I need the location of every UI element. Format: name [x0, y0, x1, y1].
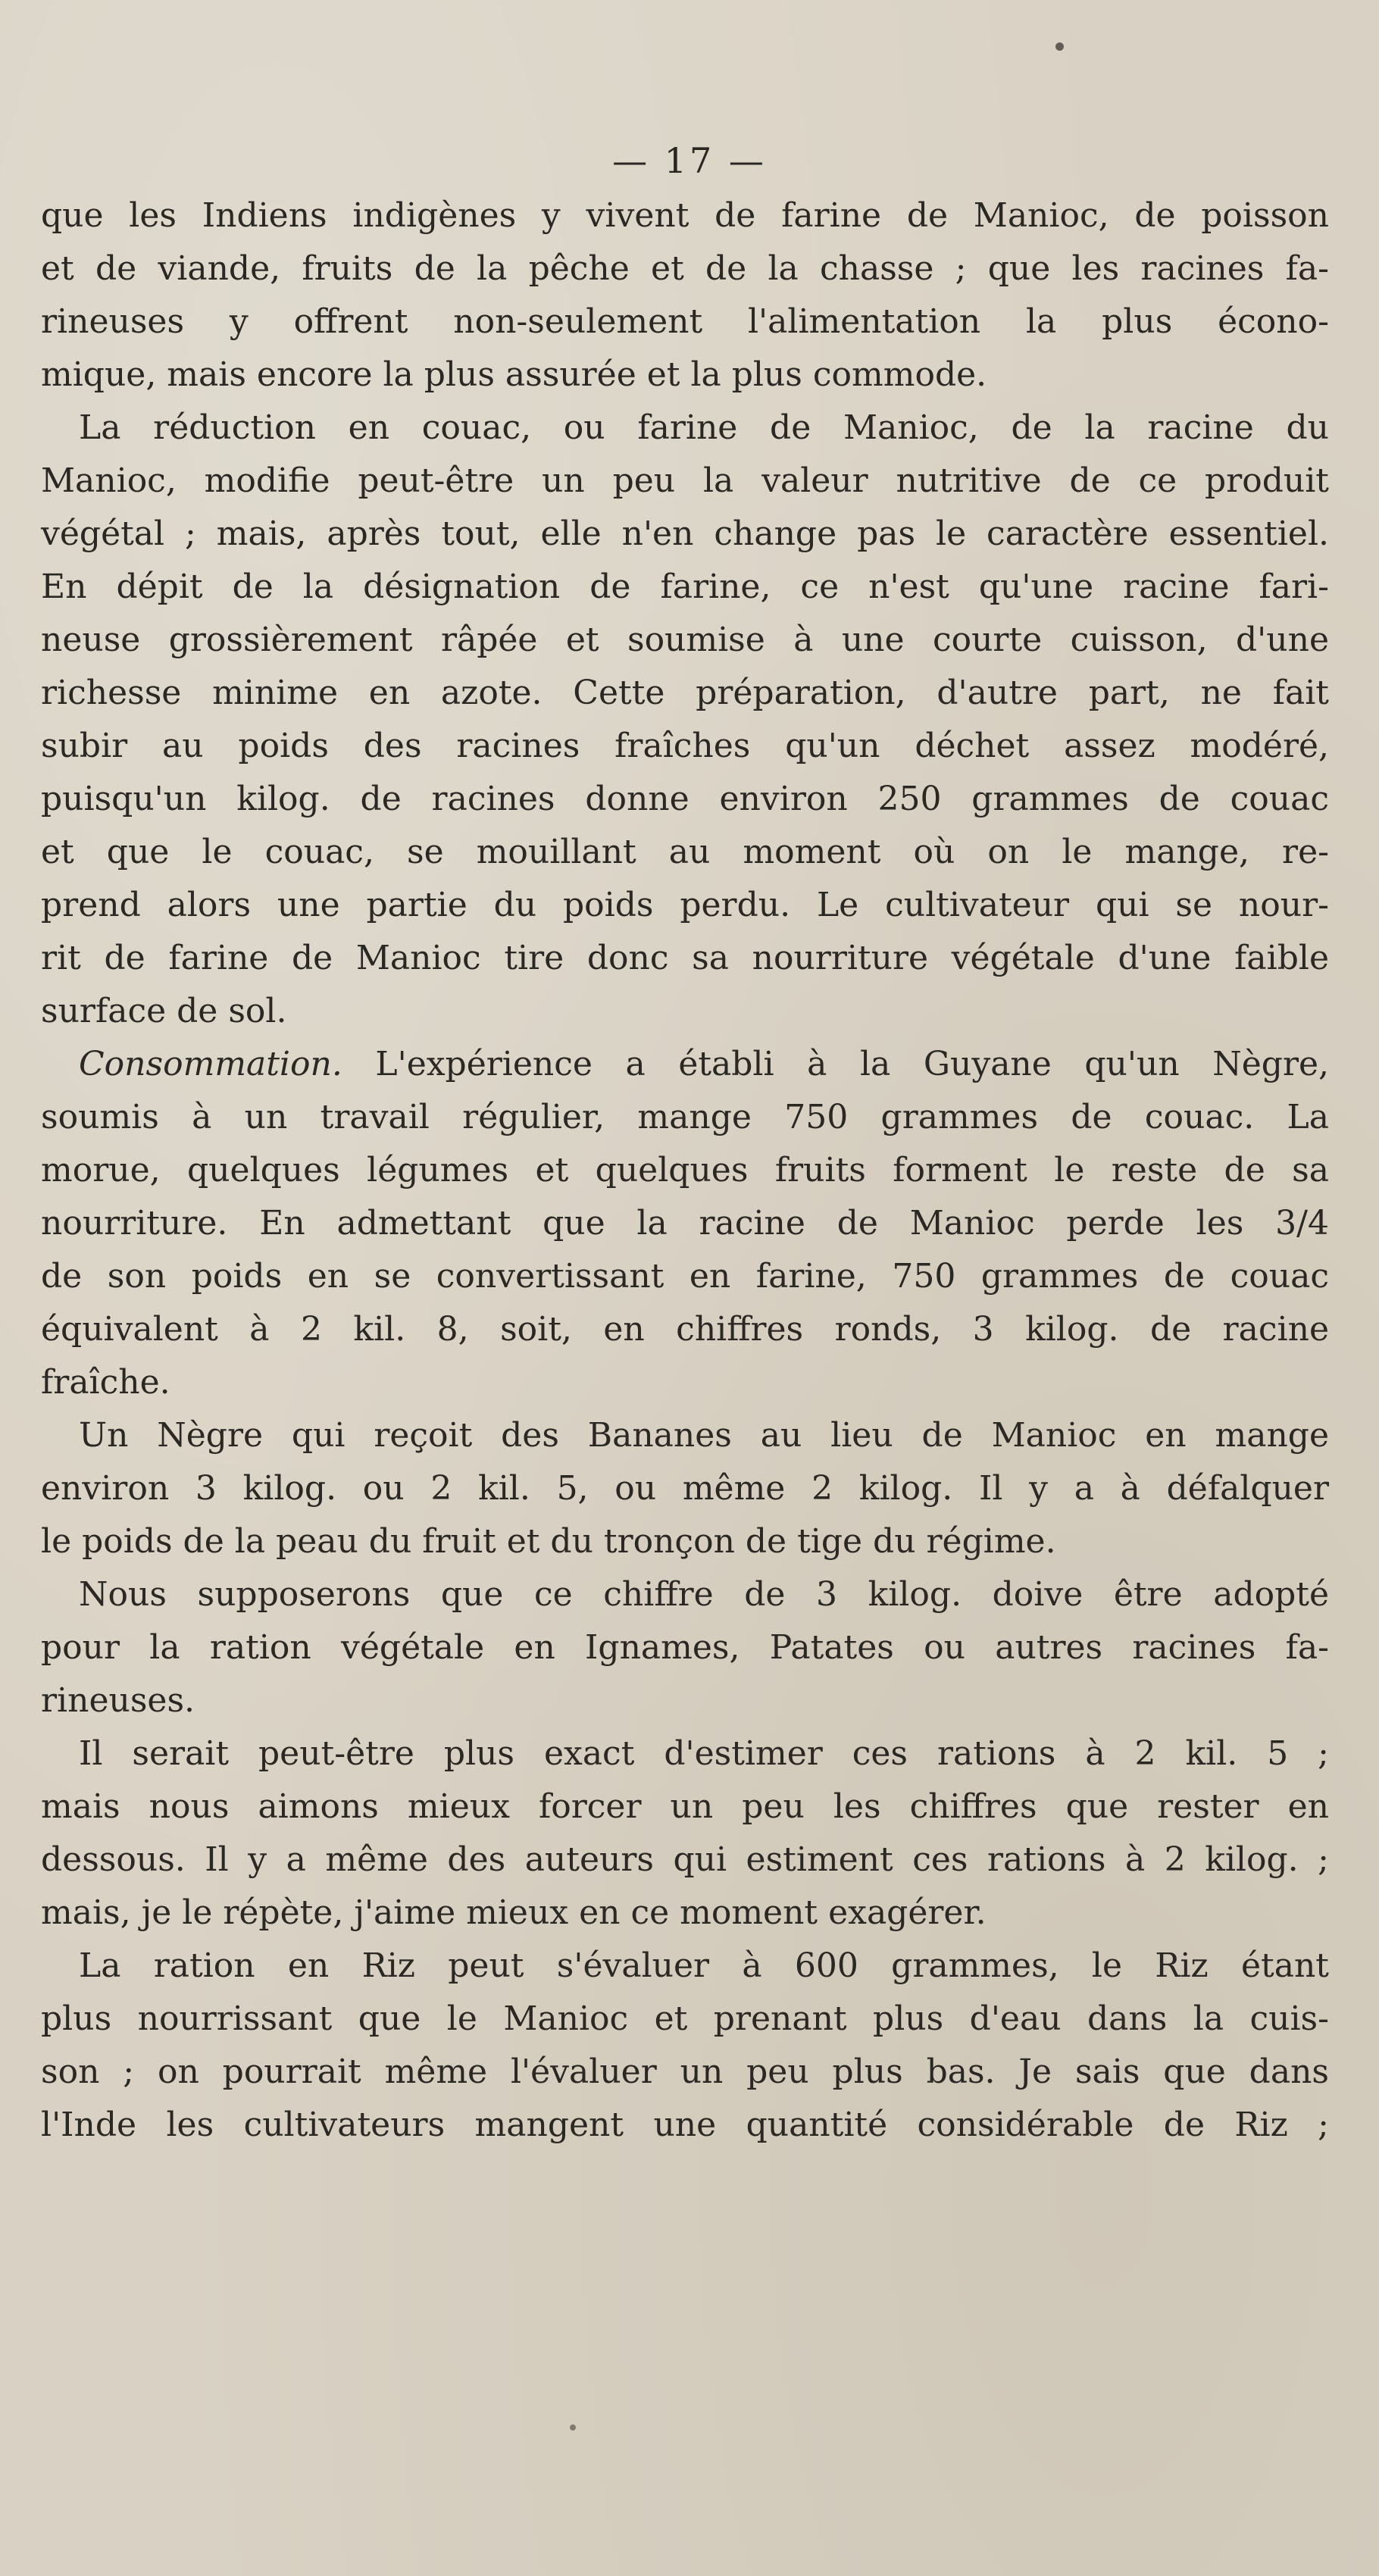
ink-speck [1055, 42, 1064, 51]
text-line: équivalent à 2 kil. 8, soit, en chiffres ronds, 3 kilog. de racine [41, 1310, 1329, 1349]
text-line: et de viande, fruits de la pêche et de la chasse ; que les racines fa- [41, 249, 1329, 288]
text-line: nourriture. En admettant que la racine de Manioc perde les 3/4 [41, 1204, 1329, 1243]
text-line: surface de sol. [41, 992, 287, 1030]
text-line: plus nourrissant que le Manioc et prenant plus d'eau dans la cuis- [41, 1999, 1329, 2038]
text-line: rit de farine de Manioc tire donc sa nourriture végétale d'une faible [41, 939, 1329, 977]
text-line: richesse minime en azote. Cette préparation, d'autre part, ne fait [41, 674, 1329, 712]
paragraph [41, 402, 1329, 1038]
section-lead: Consommation. [79, 1045, 342, 1083]
text-line: La ration en Riz peut s'évaluer à 600 grammes, le Riz étant [79, 1946, 1329, 1985]
text-line: rineuses y offrent non-seulement l'alimentation la plus écono- [41, 302, 1329, 341]
text-line: Un Nègre qui reçoit des Bananes au lieu de Manioc en mange [79, 1416, 1329, 1455]
text-line: neuse grossièrement râpée et soumise à une courte cuisson, d'une [41, 621, 1329, 659]
paragraph [41, 1038, 1329, 1409]
text-line: rineuses. [41, 1681, 195, 1720]
text-line: que les Indiens indigènes y vivent de farine de Manioc, de poisson [41, 196, 1329, 235]
text-line: pour la ration végétale en Ignames, Patates ou autres racines fa- [41, 1628, 1329, 1667]
text-line: mique, mais encore la plus assurée et la plus commode. [41, 355, 987, 394]
text-line: mais, je le répète, j'aime mieux en ce moment exagérer. [41, 1893, 987, 1932]
text-line: puisqu'un kilog. de racines donne environ 250 grammes de couac [41, 780, 1329, 818]
text-line: subir au poids des racines fraîches qu'un déchet assez modéré, [41, 727, 1329, 765]
text-line: La réduction en couac, ou farine de Manioc, de la racine du [79, 408, 1329, 447]
page-number: — 17 — [612, 140, 767, 181]
text-line: soumis à un travail régulier, mange 750 grammes de couac. La [41, 1098, 1329, 1136]
text-line: son ; on pourrait même l'évaluer un peu plus bas. Je sais que dans [41, 2052, 1329, 2091]
text-line: le poids de la peau du fruit et du tronçon de tige du régime. [41, 1522, 1056, 1561]
text-line: végétal ; mais, après tout, elle n'en change pas le caractère essentiel. [41, 514, 1329, 553]
text-run: L'expérience a établi à la Guyane qu'un Nègre, [342, 1045, 1329, 1083]
text-line: fraîche. [41, 1363, 170, 1402]
text-line: En dépit de la désignation de farine, ce n'est qu'une racine fari- [41, 567, 1329, 606]
ink-speck [570, 2424, 576, 2431]
text-line: prend alors une partie du poids perdu. Le cultivateur qui se nour- [41, 886, 1329, 924]
text-line: l'Inde les cultivateurs mangent une quantité considérable de Riz ; [41, 2106, 1329, 2144]
text-line: Nous supposerons que ce chiffre de 3 kilog. doive être adopté [79, 1575, 1329, 1614]
text-line: Il serait peut-être plus exact d'estimer ces rations à 2 kil. 5 ; [79, 1734, 1329, 1773]
text-line: Manioc, modifie peut-être un peu la valeur nutritive de ce produit [41, 461, 1329, 500]
text-line: morue, quelques légumes et quelques fruits forment le reste de sa [41, 1151, 1329, 1190]
paragraph [41, 1940, 1329, 2152]
paragraph [41, 1568, 1329, 1727]
text-line: mais nous aimons mieux forcer un peu les chiffres que rester en [41, 1787, 1329, 1826]
paragraph [41, 1727, 1329, 1940]
paragraph [41, 189, 1329, 402]
text-line: et que le couac, se mouillant au moment où on le mange, re- [41, 833, 1329, 871]
text-line: environ 3 kilog. ou 2 kil. 5, ou même 2 kilog. Il y a à défalquer [41, 1469, 1329, 1508]
text-line [41, 1038, 1329, 1091]
body-text [41, 189, 1329, 2152]
paragraph [41, 1409, 1329, 1568]
text-line: de son poids en se convertissant en farine, 750 grammes de couac [41, 1257, 1329, 1296]
text-line: dessous. Il y a même des auteurs qui estiment ces rations à 2 kilog. ; [41, 1840, 1329, 1879]
